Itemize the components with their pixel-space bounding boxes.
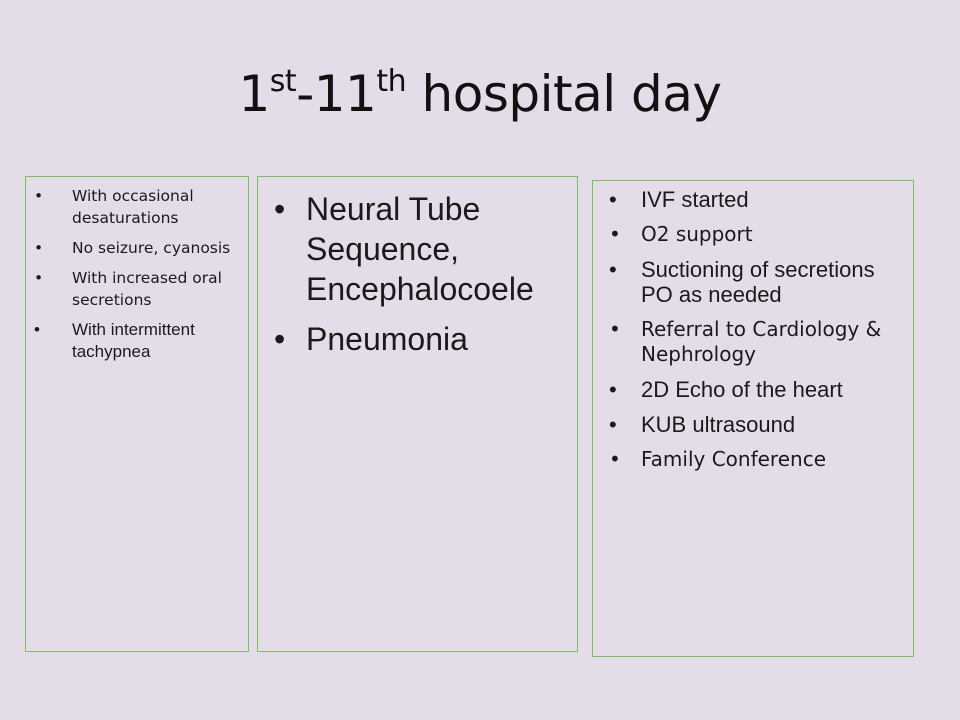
list-item: • 2D Echo of the heart	[609, 377, 905, 402]
list-item: • Referral to Cardiology & Nephrology	[609, 317, 905, 367]
title-superscript-1: st	[269, 64, 297, 99]
list-item: • IVF started	[609, 187, 905, 212]
list-item: • KUB ultrasound	[609, 412, 905, 437]
list-item: • Family Conference	[609, 447, 905, 472]
list-item: • Neural Tube Sequence, Encephalocoele	[274, 189, 569, 309]
right-column-list	[609, 187, 905, 472]
list-item: • Pneumonia	[274, 319, 569, 359]
list-item: • O2 support	[609, 222, 905, 247]
list-item: • No seizure, cyanosis	[48, 237, 238, 259]
title-part-3: hospital day	[406, 65, 722, 123]
list-item: • With increased oral secretions	[48, 267, 238, 311]
left-column-box	[25, 176, 249, 652]
list-item: • With occasional desaturations	[48, 185, 238, 229]
middle-column-box	[257, 176, 578, 652]
title-superscript-2: th	[376, 64, 407, 99]
list-item: • With intermittent tachypnea	[48, 319, 238, 363]
list-item: • Suctioning of secretions PO as needed	[609, 257, 905, 307]
title-part-2: -11	[296, 65, 377, 123]
title-part-1: 1	[238, 65, 270, 123]
right-column-box	[592, 180, 914, 657]
middle-column-list	[274, 189, 569, 359]
slide-title	[0, 62, 960, 126]
left-column-list	[48, 185, 238, 363]
